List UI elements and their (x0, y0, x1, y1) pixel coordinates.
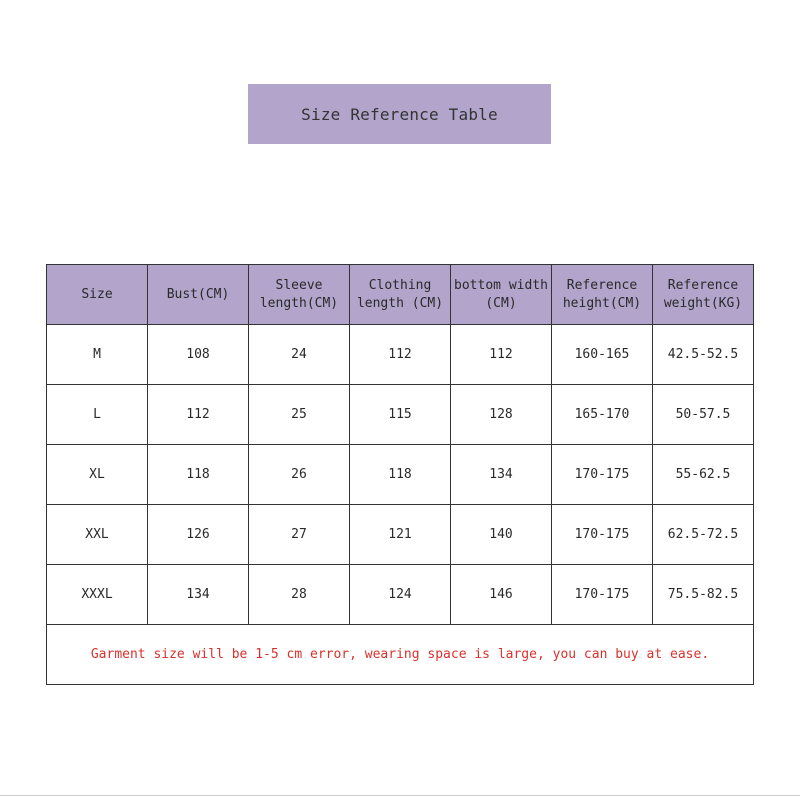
table-cell: 146 (451, 565, 552, 625)
table-cell: 134 (451, 445, 552, 505)
table-cell: 24 (249, 325, 350, 385)
table-cell: XL (47, 445, 148, 505)
page-title: Size Reference Table (248, 84, 551, 144)
table-cell: 170-175 (552, 505, 653, 565)
table-cell: 140 (451, 505, 552, 565)
header-reference-weight: Reference weight(KG) (653, 265, 754, 325)
table-cell: 112 (148, 385, 249, 445)
table-cell: 128 (451, 385, 552, 445)
table-cell: 124 (350, 565, 451, 625)
bottom-divider (0, 795, 800, 796)
table-cell: 108 (148, 325, 249, 385)
table-cell: 126 (148, 505, 249, 565)
header-reference-height: Reference height(CM) (552, 265, 653, 325)
table-row (47, 445, 754, 505)
table-cell: 134 (148, 565, 249, 625)
table-cell: 112 (350, 325, 451, 385)
table-cell: 170-175 (552, 565, 653, 625)
table-cell: XXXL (47, 565, 148, 625)
header-size: Size (47, 265, 148, 325)
table-header-row (47, 265, 754, 325)
table-row (47, 565, 754, 625)
table-cell: 25 (249, 385, 350, 445)
table-cell: 75.5-82.5 (653, 565, 754, 625)
table-cell: 112 (451, 325, 552, 385)
table-cell: 28 (249, 565, 350, 625)
table-cell: 55-62.5 (653, 445, 754, 505)
table-cell: 26 (249, 445, 350, 505)
table-cell: XXL (47, 505, 148, 565)
table-cell: 42.5-52.5 (653, 325, 754, 385)
table-cell: L (47, 385, 148, 445)
header-clothing-length: Clothing length (CM) (350, 265, 451, 325)
table-row (47, 505, 754, 565)
table-cell: 50-57.5 (653, 385, 754, 445)
header-bust: Bust(CM) (148, 265, 249, 325)
size-error-note: Garment size will be 1-5 cm error, wearing space is large, you can buy at ease. (47, 625, 754, 685)
table-cell: 118 (148, 445, 249, 505)
table-cell: 62.5-72.5 (653, 505, 754, 565)
table-cell: 115 (350, 385, 451, 445)
size-reference-table (46, 264, 754, 685)
header-sleeve-length: Sleeve length(CM) (249, 265, 350, 325)
header-bottom-width: bottom width (CM) (451, 265, 552, 325)
table-row (47, 325, 754, 385)
table-row (47, 385, 754, 445)
table-cell: 170-175 (552, 445, 653, 505)
table-cell: 121 (350, 505, 451, 565)
table-cell: M (47, 325, 148, 385)
table-cell: 160-165 (552, 325, 653, 385)
table-note-row (47, 625, 754, 685)
table-cell: 165-170 (552, 385, 653, 445)
table-cell: 27 (249, 505, 350, 565)
table-cell: 118 (350, 445, 451, 505)
